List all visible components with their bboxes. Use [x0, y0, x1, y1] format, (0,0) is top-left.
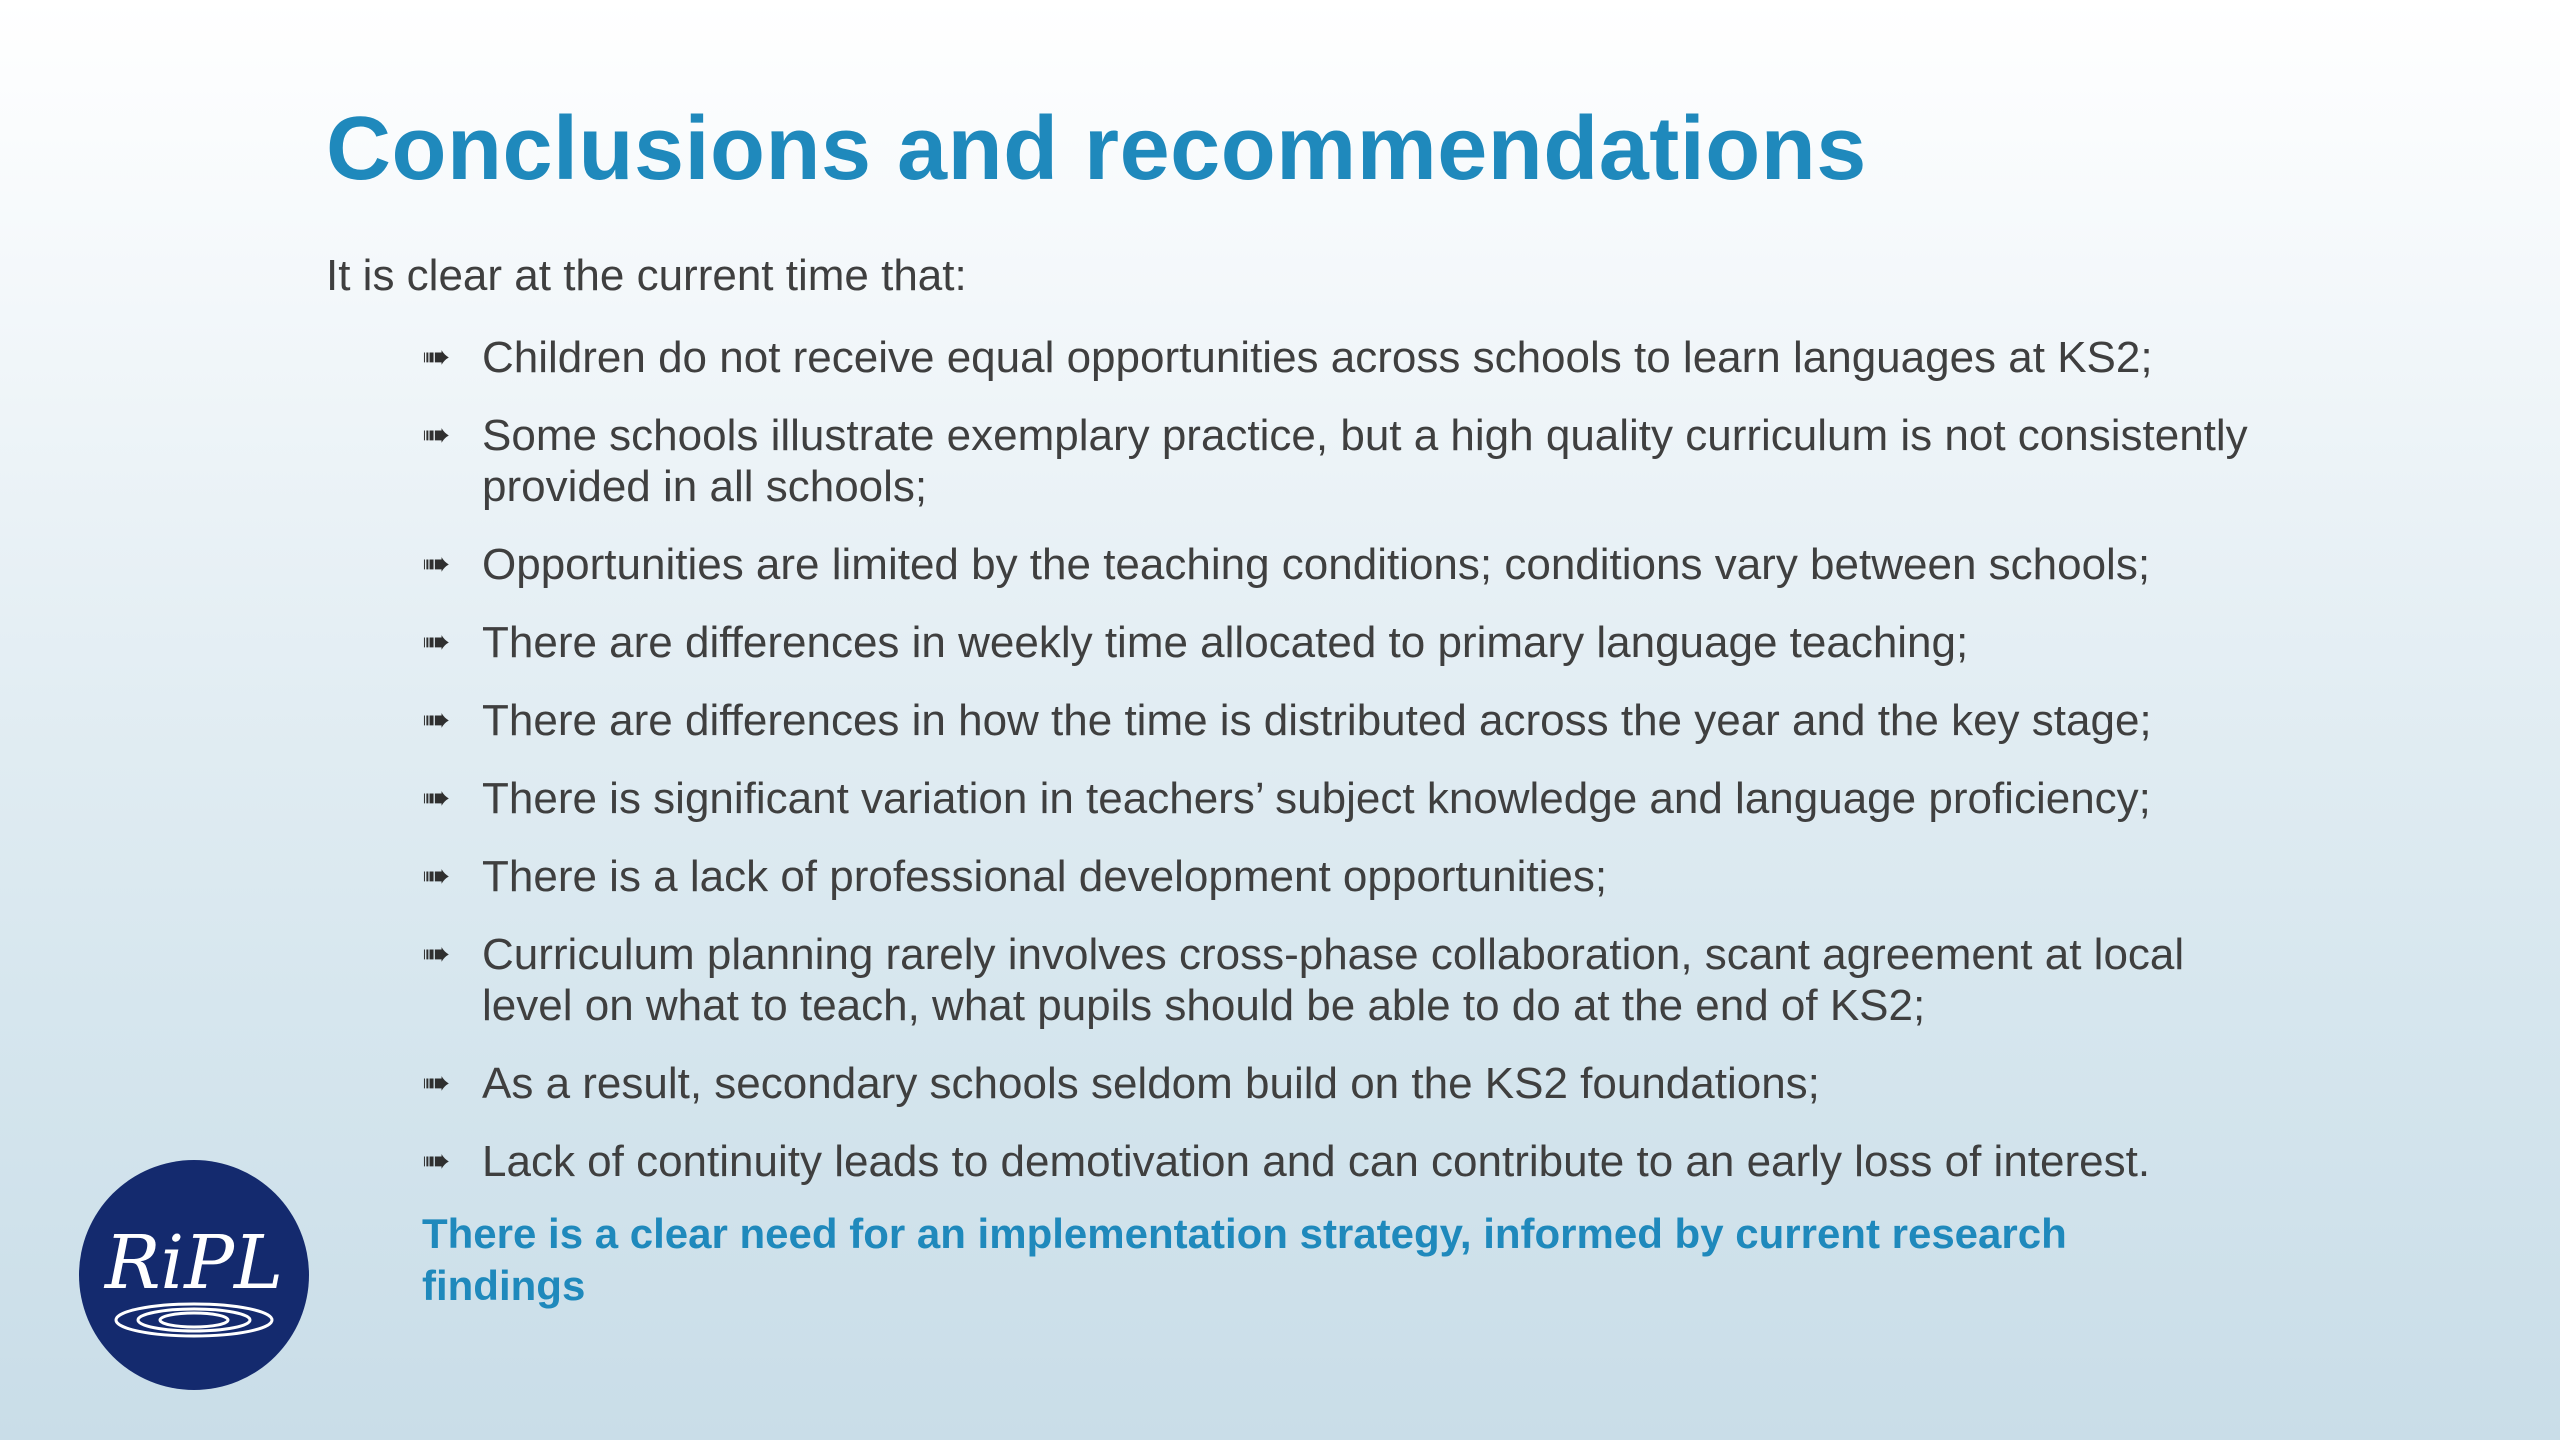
bullet-item [422, 332, 2282, 383]
bullet-item [422, 410, 2282, 512]
arrow-right-icon: ➠ [422, 416, 451, 454]
bullet-text: Some schools illustrate exemplary practice, but a high quality curriculum is not consistently provided in all schools; [482, 411, 2248, 511]
arrow-right-icon: ➠ [422, 1142, 451, 1180]
ripl-logo-graphic [79, 1160, 309, 1390]
arrow-right-icon: ➠ [422, 701, 451, 739]
bullet-text: There are differences in weekly time allocated to primary language teaching; [482, 618, 1969, 667]
bullet-text: There are differences in how the time is distributed across the year and the key stage; [482, 696, 2152, 745]
bullet-item [422, 1058, 2282, 1109]
bullet-text: There is a lack of professional development opportunities; [482, 852, 1608, 901]
bullet-text: Opportunities are limited by the teaching conditions; conditions vary between schools; [482, 540, 2151, 589]
arrow-right-icon: ➠ [422, 338, 451, 376]
bullet-text: Children do not receive equal opportunities across schools to learn languages at KS2; [482, 333, 2153, 382]
bullet-item [422, 851, 2282, 902]
bullet-item [422, 1136, 2282, 1187]
ripl-logo [79, 1160, 309, 1390]
conclusion-text: There is a clear need for an implementation strategy, informed by current research findings [422, 1210, 2067, 1309]
bullet-item [422, 929, 2282, 1031]
arrow-right-icon: ➠ [422, 779, 451, 817]
slide-title: Conclusions and recommendations [326, 99, 1867, 199]
bullet-list [422, 332, 2282, 1214]
bullet-text: Curriculum planning rarely involves cross-phase collaboration, scant agreement at local level on what to teach, what pupils should be able to do at the end of KS2; [482, 930, 2185, 1030]
arrow-right-icon: ➠ [422, 545, 451, 583]
bullet-item [422, 773, 2282, 824]
bullet-text: Lack of continuity leads to demotivation and can contribute to an early loss of interest. [482, 1137, 2151, 1186]
bullet-text: As a result, secondary schools seldom build on the KS2 foundations; [482, 1059, 1820, 1108]
bullet-item [422, 539, 2282, 590]
arrow-right-icon: ➠ [422, 857, 451, 895]
bullet-item [422, 617, 2282, 668]
arrow-right-icon: ➠ [422, 1064, 451, 1102]
bullet-text: There is significant variation in teachers’ subject knowledge and language proficiency; [482, 774, 2151, 823]
logo-text: RiPL [104, 1220, 284, 1306]
arrow-right-icon: ➠ [422, 935, 451, 973]
bullet-item [422, 695, 2282, 746]
intro-text: It is clear at the current time that: [326, 251, 967, 300]
arrow-right-icon: ➠ [422, 623, 451, 661]
